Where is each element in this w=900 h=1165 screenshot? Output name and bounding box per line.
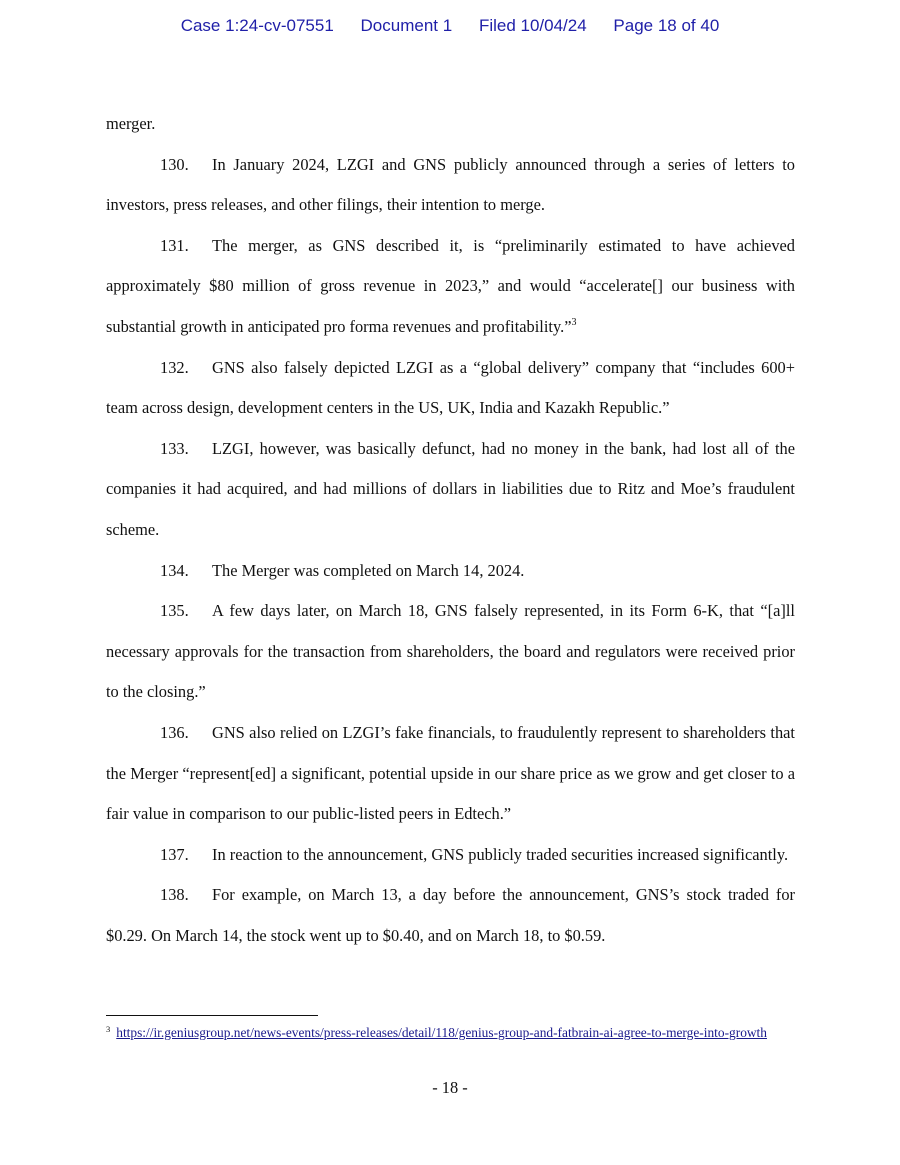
paragraph-number: 131. xyxy=(160,235,189,255)
paragraph-134 xyxy=(106,551,795,592)
page-indicator: Page 18 of 40 xyxy=(613,16,720,35)
paragraph-132 xyxy=(106,348,795,429)
paragraph-text: GNS also falsely depicted LZGI as a “global delivery” company that “includes 600+ team across design, development centers in the US, UK, India and Kazakh Republic.” xyxy=(106,357,795,418)
ecf-header xyxy=(0,16,900,36)
paragraph-137 xyxy=(106,835,795,876)
filed-date: Filed 10/04/24 xyxy=(478,16,587,35)
paragraph-text: In January 2024, LZGI and GNS publicly announced through a series of letters to investors, press releases, and other filings, their intention to merge. xyxy=(106,154,795,215)
paragraph-number: 137. xyxy=(160,844,189,864)
page-number: - 18 - xyxy=(432,1078,468,1097)
footnote-reference[interactable]: 3 xyxy=(571,316,577,328)
paragraph-number: 132. xyxy=(160,357,189,377)
paragraph-text: LZGI, however, was basically defunct, had no money in the bank, had lost all of the companies it had acquired, and had millions of dollars in liabilities due to Ritz and Moe’s fraudulent scheme. xyxy=(106,438,795,539)
paragraph-135 xyxy=(106,591,795,713)
paragraph-text: For example, on March 13, a day before the announcement, GNS’s stock traded for $0.29. On March 14, the stock went up to $0.40, and on March 18, to $0.59. xyxy=(106,885,795,945)
paragraph-number: 134. xyxy=(160,560,189,580)
footnote-separator xyxy=(106,1015,318,1016)
paragraph-number: 138. xyxy=(160,885,189,905)
paragraph-133 xyxy=(106,429,795,551)
paragraph-number: 135. xyxy=(160,601,189,621)
document-body xyxy=(106,104,795,956)
paragraph-131 xyxy=(106,226,795,348)
case-number: Case 1:24-cv-07551 xyxy=(180,16,334,35)
footnote-marker: 3 xyxy=(106,1024,111,1034)
paragraph-number: 130. xyxy=(160,154,189,174)
paragraph-136 xyxy=(106,713,795,835)
paragraph-text: GNS also relied on LZGI’s fake financials, to fraudulently represent to shareholders that the Merger “represent[ed] a significant, potential upside in our share price as we grow and get closer to a fair value in comparison to our public-listed peers in Edtech.” xyxy=(106,722,795,824)
paragraph-number: 133. xyxy=(160,438,189,458)
paragraph-138 xyxy=(106,875,795,956)
footnote-3 xyxy=(106,1024,795,1041)
paragraph-130 xyxy=(106,145,795,226)
paragraph-text: In reaction to the announcement, GNS publicly traded securities increased significantly. xyxy=(212,844,789,864)
document-number: Document 1 xyxy=(360,16,453,35)
paragraph-text: The Merger was completed on March 14, 2024. xyxy=(212,560,525,580)
footnote-link[interactable]: https://ir.geniusgroup.net/news-events/press-releases/detail/118/genius-group-and-fatbrain-ai-agree-to-merge-into-growth xyxy=(116,1025,767,1040)
paragraph-text: The merger, as GNS described it, is “preliminarily estimated to have achieved approximately $80 million of gross revenue in 2023,” and would “accelerate[] our business with substantial growth in anticipated pro forma revenues and profitability.” xyxy=(106,235,795,336)
paragraph-text: A few days later, on March 18, GNS falsely represented, in its Form 6-K, that “[a]ll necessary approvals for the transaction from shareholders, the board and regulators were received prior to the closing.” xyxy=(106,601,795,702)
paragraph-number: 136. xyxy=(160,722,189,742)
continuation-text: merger. xyxy=(106,114,156,133)
